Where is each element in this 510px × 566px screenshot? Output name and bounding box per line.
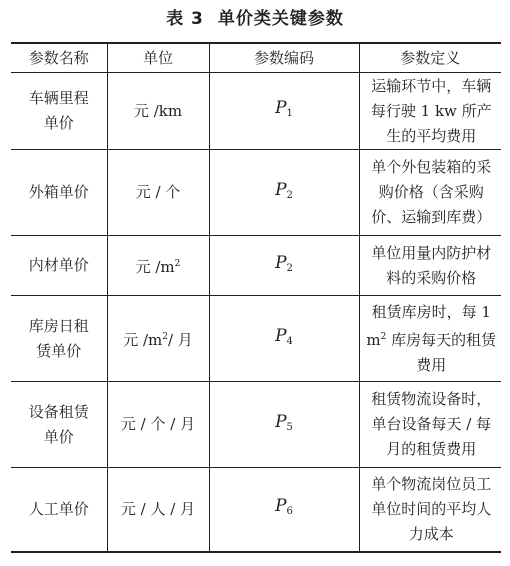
- table-caption: [0, 4, 510, 29]
- param-code: $P_2$: [209, 236, 359, 296]
- param-name: 车辆里程单价: [11, 73, 107, 150]
- header-param-code: 参数编码: [209, 43, 359, 73]
- param-name: 库房日租赁单价: [11, 296, 107, 382]
- param-unit: 元 / 个: [107, 150, 209, 236]
- table-row: [11, 382, 501, 468]
- table-row: [11, 468, 501, 552]
- table-row: [11, 150, 501, 236]
- param-unit: 元 /km: [107, 73, 209, 150]
- param-name: 设备租赁单价: [11, 382, 107, 468]
- parameter-table: [11, 42, 501, 553]
- param-definition: 单个外包装箱的采购价格（含采购价、运输到库费）: [359, 150, 501, 236]
- param-name: 外箱单价: [11, 150, 107, 236]
- table-title: 单价类关键参数: [217, 9, 344, 29]
- header-param-name: 参数名称: [11, 43, 107, 73]
- table-row: [11, 73, 501, 150]
- header-row: [11, 43, 501, 73]
- param-name: 人工单价: [11, 468, 107, 552]
- param-definition: 单位用量内防护材料的采购价格: [359, 236, 501, 296]
- table-row: [11, 236, 501, 296]
- param-unit: 元 / 个 / 月: [107, 382, 209, 468]
- param-code: $P_5$: [209, 382, 359, 468]
- header-param-definition: 参数定义: [359, 43, 501, 73]
- param-code: $P_4$: [209, 296, 359, 382]
- param-unit: 元 $/m^2/$ 月: [107, 296, 209, 382]
- param-code: $P_2$: [209, 150, 359, 236]
- param-code: $P_6$: [209, 468, 359, 552]
- header-unit: 单位: [107, 43, 209, 73]
- param-definition: 租赁库房时，每 1 $m^2$ 库房每天的租赁费用: [359, 296, 501, 382]
- table-number: 表 3: [166, 9, 204, 29]
- param-definition: 运输环节中，车辆每行驶 1 kw 所产生的平均费用: [359, 73, 501, 150]
- param-definition: 单个物流岗位员工单位时间的平均人力成本: [359, 468, 501, 552]
- param-definition: 租赁物流设备时，单台设备每天 / 每月的租赁费用: [359, 382, 501, 468]
- param-unit: 元 / 人 / 月: [107, 468, 209, 552]
- param-name: 内材单价: [11, 236, 107, 296]
- param-unit: 元 $/m^2$: [107, 236, 209, 296]
- param-code: $P_1$: [209, 73, 359, 150]
- table-row: [11, 296, 501, 382]
